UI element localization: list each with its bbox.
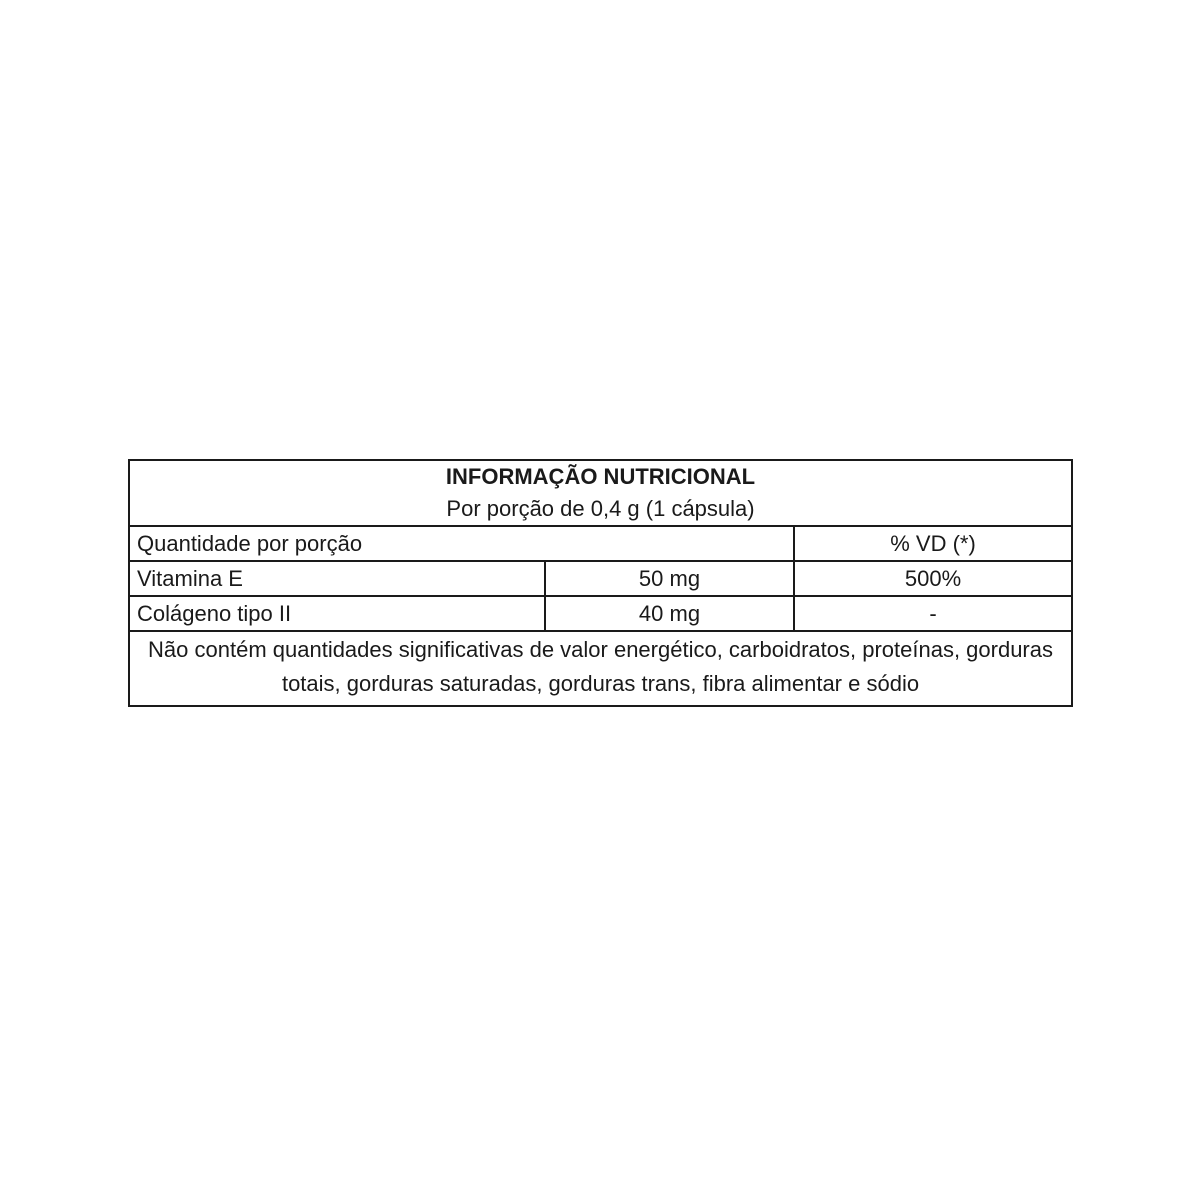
nutrition-facts-table <box>128 459 1073 707</box>
footnote-row <box>129 631 1072 706</box>
nutrient-amount: 50 mg <box>545 561 794 596</box>
table-row <box>129 596 1072 631</box>
title-row <box>129 460 1072 493</box>
nutrient-dv: 500% <box>794 561 1072 596</box>
quantity-header: Quantidade por porção <box>129 526 794 561</box>
serving-row <box>129 493 1072 526</box>
table-title: INFORMAÇÃO NUTRICIONAL <box>129 460 1072 493</box>
nutrient-name: Vitamina E <box>129 561 545 596</box>
nutrient-dv: - <box>794 596 1072 631</box>
header-row <box>129 526 1072 561</box>
serving-size: Por porção de 0,4 g (1 cápsula) <box>129 493 1072 526</box>
footnote: Não contém quantidades significativas de valor energético, carboidratos, proteínas, gorduras totais, gorduras saturadas, gorduras trans, fibra alimentar e sódio <box>129 631 1072 706</box>
dv-header: % VD (*) <box>794 526 1072 561</box>
nutrient-amount: 40 mg <box>545 596 794 631</box>
nutrient-name: Colágeno tipo II <box>129 596 545 631</box>
table-row <box>129 561 1072 596</box>
